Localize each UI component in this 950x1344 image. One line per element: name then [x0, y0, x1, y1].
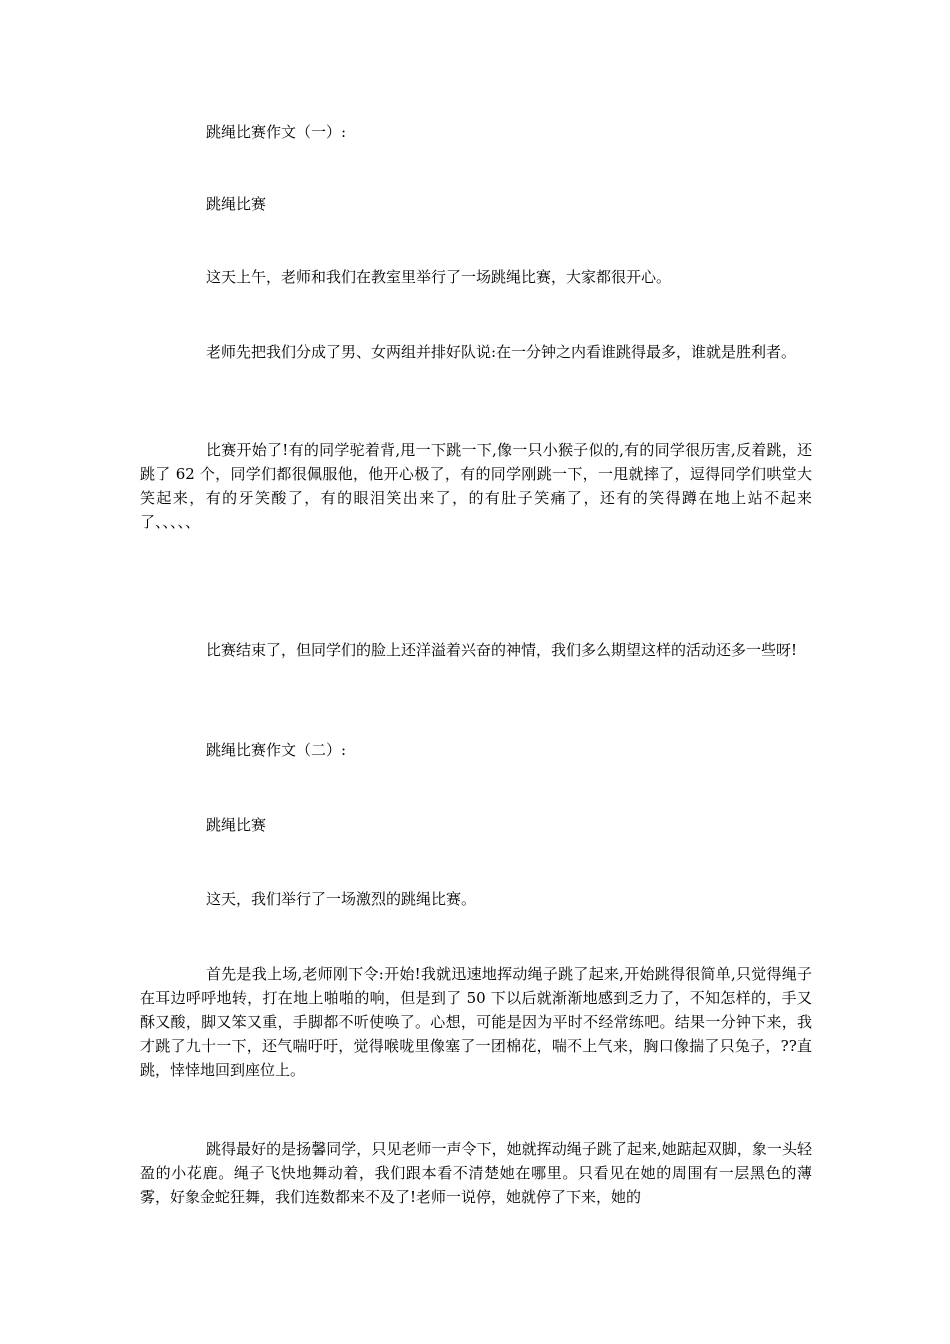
essay-one-paragraph-3: 比赛开始了!有的同学驼着背,甩一下跳一下,像一只小猴子似的,有的同学很历害,反着跳，还跳了 62 个，同学们都很佩服他，他开心极了，有的同学刚跳一下，一甩就摔了，逗得同学们哄堂大笑起来，有的牙笑酸了，有的眼泪笑出来了，的有肚子笑痛了，还有的笑得蹲在地上站不起来了、、、、、 — [140, 441, 812, 531]
essay-two-paragraph-3: 跳得最好的是扬馨同学，只见老师一声令下，她就挥动绳子跳了起来,她踮起双脚，象一头轻盈的小花鹿。绳子飞快地舞动着，我们跟本看不清楚她在哪里。只看见在她的周围有一层黑色的薄雾，好象金蛇狂舞，我们连数都来不及了!老师一说停，她就停了下来，她的 — [140, 1140, 812, 1206]
essay-two-title: 跳绳比赛 — [206, 816, 267, 834]
essay-one-paragraph-4: 比赛结束了，但同学们的脸上还洋溢着兴奋的神情，我们多么期望这样的活动还多一些呀! — [206, 641, 798, 659]
essay-two-paragraph-1: 这天，我们举行了一场激烈的跳绳比赛。 — [206, 890, 477, 908]
essay-two-heading: 跳绳比赛作文（二）: — [206, 741, 347, 759]
essay-one-paragraph-2: 老师先把我们分成了男、女两组并排好队说:在一分钟之内看谁跳得最多，谁就是胜利者。 — [206, 343, 797, 361]
essay-one-heading: 跳绳比赛作文（一）: — [206, 123, 347, 141]
essay-one-title: 跳绳比赛 — [206, 195, 267, 213]
essay-two-paragraph-2: 首先是我上场,老师刚下令:开始!我就迅速地挥动绳子跳了起来,开始跳得很简单,只觉得绳子在耳边呼呼地转，打在地上啪啪的响，但是到了 50 下以后就渐渐地感到乏力了，不知怎样的，手又酥又酸，脚又笨又重，手脚都不听使唤了。心想，可能是因为平时不经常练吧。结果一分钟下来，我才跳了九十一下，还气喘吁吁，觉得喉咙里像塞了一团棉花，喘不上气来，胸口像揣了只兔子，??直跳，悻悻地回到座位上。 — [140, 965, 812, 1079]
essay-one-paragraph-1: 这天上午，老师和我们在教室里举行了一场跳绳比赛，大家都很开心。 — [206, 268, 672, 286]
